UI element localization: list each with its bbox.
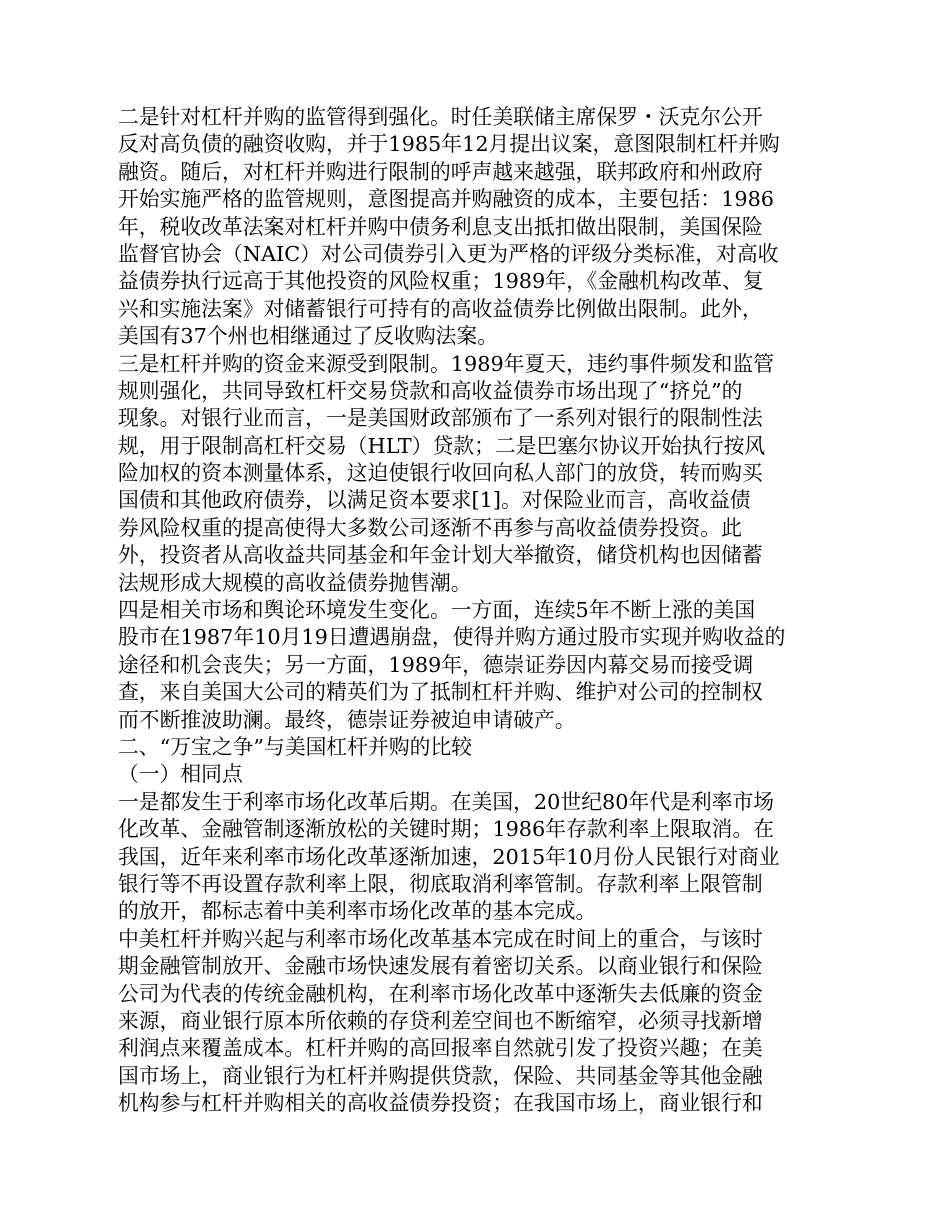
- text-line: 国债和其他政府债券，以满足资本要求[1]。对保险业而言，高收益债: [118, 488, 751, 513]
- text-line: 益债券执行远高于其他投资的风险权重；1989年，《金融机构改革、复: [118, 269, 764, 294]
- text-line: 现象。对银行业而言，一是美国财政部颁布了一系列对银行的限制性法: [118, 406, 763, 431]
- document-body: [118, 104, 838, 1117]
- text-line: 我国，近年来利率市场化改革逐渐加速，2015年10月份人民银行对商业: [118, 844, 780, 869]
- text-line: 规，用于限制高杠杆交易（HLT）贷款；二是巴塞尔协议开始执行按风: [118, 433, 766, 458]
- text-line: 利润点来覆盖成本。杠杆并购的高回报率自然就引发了投资兴趣；在美: [118, 1036, 763, 1061]
- text-line: 券风险权重的提高使得大多数公司逐渐不再参与高收益债券投资。此: [118, 515, 742, 540]
- text-line: 国市场上，商业银行为杠杆并购提供贷款，保险、共同基金等其他金融: [118, 1063, 763, 1088]
- text-line: 途径和机会丧失；另一方面，1989年，德崇证券因内幕交易而接受调: [118, 652, 754, 677]
- text-line: 年，税收改革法案对杠杆并购中债务利息支出抵扣做出限制，美国保险: [118, 214, 763, 239]
- text-line: 来源，商业银行原本所依赖的存贷利差空间也不断缩窄，必须寻找新增: [118, 1008, 763, 1033]
- text-line: 查，来自美国大公司的精英们为了抵制杠杆并购、维护对公司的控制权: [118, 680, 763, 705]
- text-line: 机构参与杠杆并购相关的高收益债券投资；在我国市场上，商业银行和: [118, 1091, 763, 1116]
- text-line: 兴和实施法案》对储蓄银行可持有的高收益债券比例做出限制。此外，: [118, 296, 763, 321]
- text-line: 四是相关市场和舆论环境发生变化。一方面，连续5年不断上涨的美国: [118, 598, 756, 623]
- text-line: 监督官协会（NAIC）对公司债券引入更为严格的评级分类标准，对高收: [118, 241, 779, 266]
- section-heading: 二、“万宝之争”与美国杠杆并购的比较: [118, 734, 473, 759]
- text-line: 公司为代表的传统金融机构，在利率市场化改革中逐渐失去低廉的资金: [118, 981, 763, 1006]
- text-line: 化改革、金融管制逐渐放松的关键时期；1986年存款利率上限取消。在: [118, 817, 775, 842]
- text-line: 开始实施严格的监管规则，意图提高并购融资的成本，主要包括：1986: [118, 187, 775, 212]
- text-line: 险加权的资本测量体系，这迫使银行收回向私人部门的放贷，转而购买: [118, 461, 763, 486]
- text-line: 中美杠杆并购兴起与利率市场化改革基本完成在时间上的重合，与该时: [118, 926, 763, 951]
- text-line: 法规形成大规模的高收益债券抛售潮。: [118, 570, 472, 595]
- text-line: 规则强化，共同导致杠杆交易贷款和高收益债券市场出现了“挤兑”的: [118, 378, 743, 403]
- text-line: 股市在1987年10月19日遭遇崩盘，使得并购方通过股市实现并购收益的: [118, 625, 786, 650]
- text-line: 融资。随后，对杠杆并购进行限制的呼声越来越强，联邦政府和州政府: [118, 159, 763, 184]
- text-line: 一是都发生于利率市场化改革后期。在美国，20世纪80年代是利率市场: [118, 789, 775, 814]
- text-line: 的放开，都标志着中美利率市场化改革的基本完成。: [118, 899, 597, 924]
- text-line: 银行等不再设置存款利率上限，彻底取消利率管制。存款利率上限管制: [118, 871, 763, 896]
- text-line: 反对高负债的融资收购，并于1985年12月提出议案，意图限制杠杆并购: [118, 132, 780, 157]
- text-line: 期金融管制放开、金融市场快速发展有着密切关系。以商业银行和保险: [118, 954, 763, 979]
- subsection-heading: （一）相同点: [118, 762, 243, 787]
- text-line: 二是针对杠杆并购的监管得到强化。时任美联储主席保罗・沃克尔公开: [118, 105, 763, 129]
- text-line: 而不断推波助澜。最终，德崇证券被迫申请破产。: [118, 707, 576, 732]
- text-line: 外，投资者从高收益共同基金和年金计划大举撤资，储贷机构也因储蓄: [118, 543, 763, 568]
- text-line: 三是杠杆并购的资金来源受到限制。1989年夏天，违约事件频发和监管: [118, 351, 775, 376]
- text-line: 美国有37个州也相继通过了反收购法案。: [118, 324, 499, 349]
